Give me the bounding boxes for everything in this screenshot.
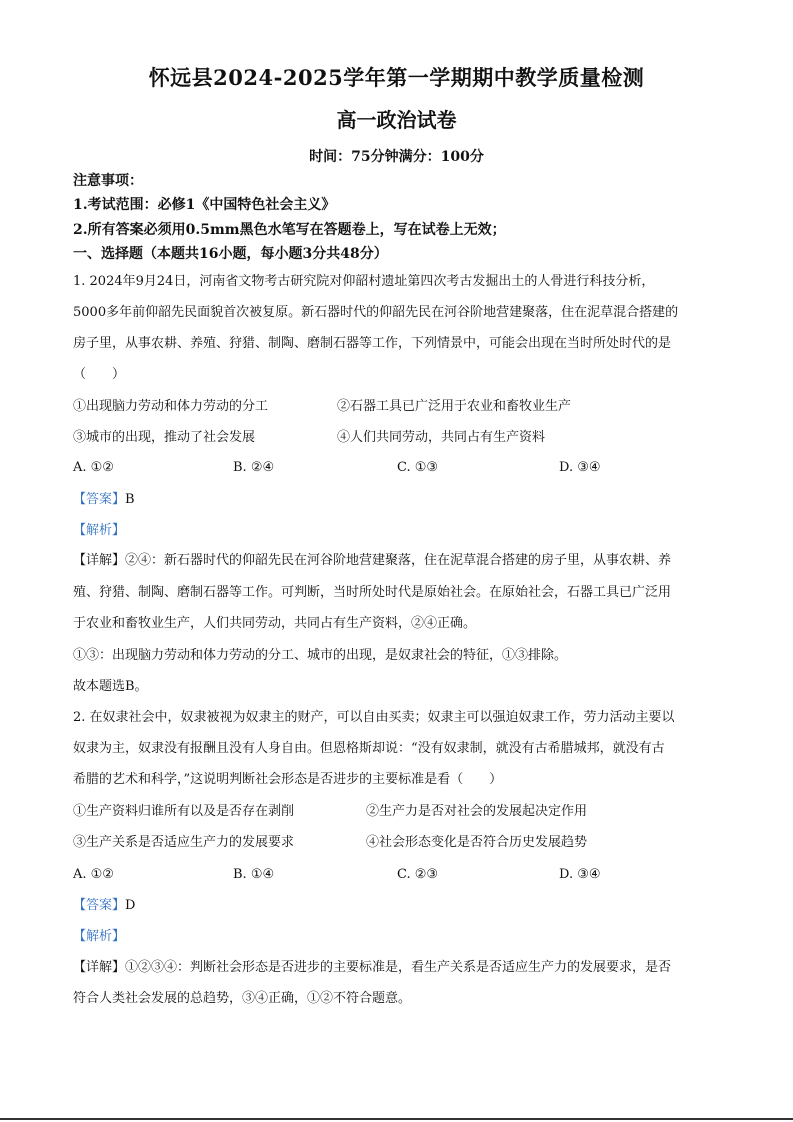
q2-line-3: 希腊的艺术和科学，”这说明判断社会形态是否进步的主要标准是看（ ） bbox=[73, 772, 503, 787]
q1-analysis-tag: 【解析】 bbox=[73, 523, 126, 538]
q1-choice-c: C. ①③ bbox=[397, 460, 439, 475]
q1-statement-2: ②石器工具已广泛用于农业和畜牧业生产 bbox=[337, 399, 572, 414]
q2-choice-a: A. ①② bbox=[73, 867, 114, 882]
q2-choice-c: C. ②③ bbox=[397, 867, 439, 882]
notes-heading: 注意事项： bbox=[73, 173, 143, 189]
exam-subtitle: 高一政治试卷 bbox=[336, 108, 457, 132]
q1-statement-3: ③城市的出现，推动了社会发展 bbox=[73, 430, 256, 445]
q1-answer-tag: 【答案】 bbox=[73, 492, 126, 507]
section-heading: 一、选择题（本题共16小题，每小题3分共48分） bbox=[73, 246, 388, 262]
q2-line-1: 2. 在奴隶社会中，奴隶被视为奴隶主的财产，可以自由买卖；奴隶主可以强迫奴隶工作，劳力活动主要以 bbox=[73, 710, 675, 725]
q2-detail-text-1: ①②③④：判断社会形态是否进步的主要标准是，看生产关系是否适应生产力的发展要求，是否 bbox=[125, 960, 672, 975]
q1-detail-line-4: ①③：出现脑力劳动和体力劳动的分工、城市的出现，是奴隶社会的特征，①③排除。 bbox=[73, 648, 568, 663]
notes-item-1: 1.考试范围：必修1《中国特色社会主义》 bbox=[73, 197, 336, 213]
q1-line-2: 5000多年前仰韶先民面貌首次被复原。新石器时代的仰韶先民在河谷阶地营建聚落，住在泥草混合搭建的 bbox=[73, 305, 679, 320]
q2-answer-value: D bbox=[125, 898, 136, 913]
q1-choice-d: D. ③④ bbox=[559, 460, 601, 475]
exam-title: 怀远县2024-2025学年第一学期期中教学质量检测 bbox=[148, 65, 645, 90]
q1-line-3: 房子里，从事农耕、养殖、狩猎、制陶、磨制石器等工作，下列情景中，可能会出现在当时所处时代的是 bbox=[73, 336, 672, 351]
q1-detail-line-3: 于农业和畜牧业生产，人们共同劳动，共同占有生产资料，②④正确。 bbox=[73, 616, 477, 631]
q2-choice-b: B. ①④ bbox=[233, 867, 275, 882]
q1-detail-line-5: 故本题选B。 bbox=[73, 679, 148, 694]
q1-answer-line bbox=[73, 491, 723, 509]
time-score-line: 时间：75分钟满分：100分 bbox=[309, 149, 484, 165]
q2-statement-2: ②生产力是否对社会的发展起决定作用 bbox=[366, 804, 588, 819]
q1-line-4: （ ） bbox=[73, 367, 126, 382]
q2-detail-tag: 【详解】 bbox=[73, 960, 126, 975]
q2-detail-line-1 bbox=[73, 959, 723, 977]
q2-line-2: 奴隶为主，奴隶没有报酬且没有人身自由。但恩格斯却说：“没有奴隶制，就没有古希腊城邦，就没有古 bbox=[73, 741, 665, 756]
q2-choice-d: D. ③④ bbox=[559, 867, 601, 882]
q2-statement-4: ④社会形态变化是否符合历史发展趋势 bbox=[366, 835, 588, 850]
q1-detail-tag: 【详解】 bbox=[73, 553, 126, 568]
q2-statement-3: ③生产关系是否适应生产力的发展要求 bbox=[73, 835, 295, 850]
q1-statement-1: ①出现脑力劳动和体力劳动的分工 bbox=[73, 399, 269, 414]
q1-answer-value: B bbox=[125, 492, 135, 507]
q2-detail-line-2: 符合人类社会发展的总趋势，③④正确，①②不符合题意。 bbox=[73, 991, 412, 1006]
q1-detail-line-1 bbox=[73, 552, 723, 570]
q1-line-1: 1. 2024年9月24日，河南省文物考古研究院对仰韶村遗址第四次考古发掘出土的人骨进行科技分析， bbox=[73, 274, 655, 289]
q1-detail-line-2: 殖、狩猎、制陶、磨制石器等工作。可判断，当时所处时代是原始社会。在原始社会，石器工具已广泛用 bbox=[73, 585, 672, 600]
q1-choice-a: A. ①② bbox=[73, 460, 114, 475]
q2-analysis-tag: 【解析】 bbox=[73, 929, 126, 944]
q1-choice-b: B. ②④ bbox=[233, 460, 275, 475]
q1-detail-text-1: ②④：新石器时代的仰韶先民在河谷阶地营建聚落，住在泥草混合搭建的房子里，从事农耕、养 bbox=[125, 553, 672, 568]
q2-answer-tag: 【答案】 bbox=[73, 898, 126, 913]
notes-item-2: 2.所有答案必须用0.5mm黑色水笔写在答题卷上，写在试卷上无效； bbox=[73, 222, 506, 238]
q2-statement-1: ①生产资料归谁所有以及是否存在剥削 bbox=[73, 804, 295, 819]
q2-answer-line bbox=[73, 897, 723, 915]
page-bottom-rule bbox=[0, 1118, 793, 1120]
q1-statement-4: ④人们共同劳动，共同占有生产资料 bbox=[337, 430, 546, 445]
